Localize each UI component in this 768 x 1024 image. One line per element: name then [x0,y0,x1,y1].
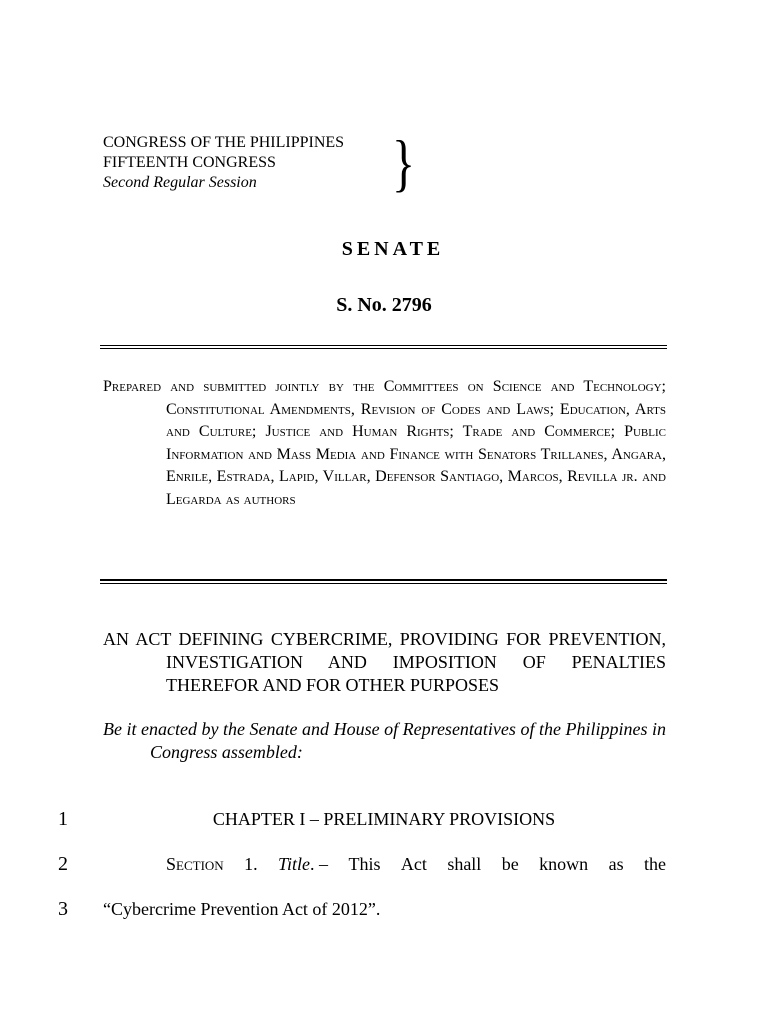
chapter-heading: CHAPTER I – PRELIMINARY PROVISIONS [212,809,556,829]
act-title: AN ACT DEFINING CYBERCRIME, PROVIDING FOR PREVENTION, INVESTIGATION AND IMPOSITION OF PENALTIES THEREFOR AND FOR OTHER PURPOSES [103,629,666,695]
section-word: shall [447,854,482,874]
session-name: Second Regular Session [103,174,257,191]
line-number: 2 [58,853,68,875]
double-rule-top [100,345,667,349]
section-word: be [501,854,519,874]
congress-number: FIFTEENTH CONGRESS [103,154,276,171]
line-number: 3 [58,898,68,920]
section-1-continuation: “Cybercrime Prevention Act of 2012”. [103,899,381,919]
section-word: as [608,854,624,874]
section-word: known [539,854,589,874]
section-number: 1. [244,854,258,874]
chamber-title: SENATE [341,238,445,260]
section-word: the [644,854,666,874]
line-number: 1 [58,808,68,830]
section-1-line [166,854,666,875]
section-label: Section [166,854,224,874]
section-word: Act [400,854,427,874]
section-title: Title. – [278,854,329,874]
section-word: This [348,854,381,874]
header-brace: } [392,127,416,198]
double-rule-bottom [100,579,667,584]
enacting-clause: Be it enacted by the Senate and House of Representatives of the Philippines in Congress assembled: [103,719,666,762]
bill-number: S. No. 2796 [336,294,432,316]
congress-header [103,133,403,193]
committee-statement: Prepared and submitted jointly by the Committees on Science and Technology; Constitutional Amendments, Revision of Codes and Laws; Education, Arts and Culture; Justice and Human Rights; Trade and Commerce; Public Information and Mass Media and Finance with Senators Trillanes, Angara, Enrile, Estrada, Lapid, Villar, Defensor Santiago, Marcos, Revilla jr. and Legarda as authors [103,378,666,508]
congress-name: CONGRESS OF THE PHILIPPINES [103,134,345,151]
